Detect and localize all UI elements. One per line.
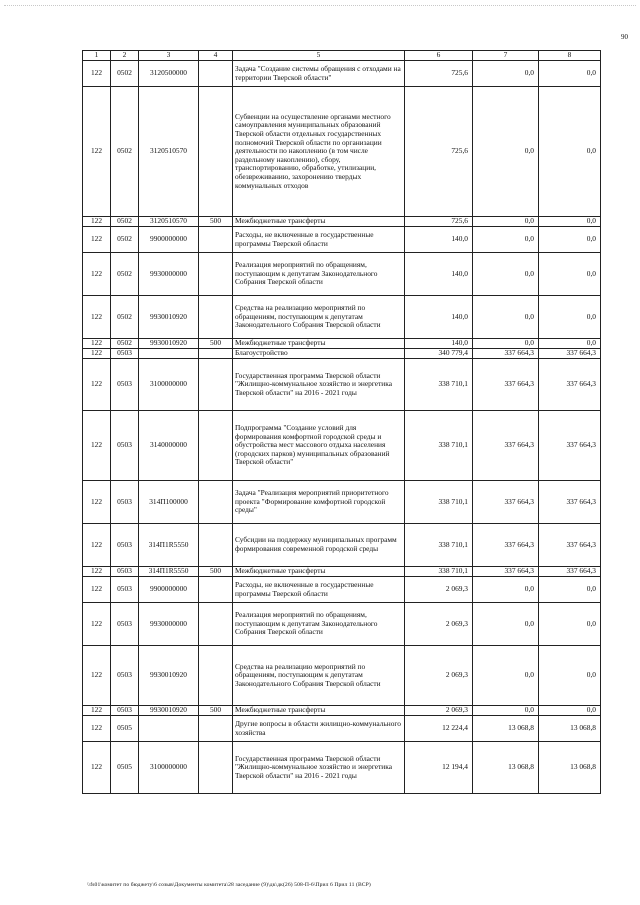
amount-col7: 337 664,3: [473, 349, 539, 359]
amount-col8: 337 664,3: [539, 524, 601, 567]
section-code: 0502: [111, 339, 139, 349]
amount-col6: 2 069,3: [405, 646, 473, 706]
amount-col7: 0,0: [473, 253, 539, 296]
target-article-code: 3120510570: [139, 87, 199, 217]
target-article-code: 3100000000: [139, 742, 199, 794]
section-code: 0503: [111, 706, 139, 716]
target-article-code: 3140000000: [139, 411, 199, 481]
amount-col8: 13 068,8: [539, 742, 601, 794]
column-header: 4: [199, 51, 233, 61]
amount-col6: 725,6: [405, 61, 473, 87]
table-row: [83, 481, 601, 524]
section-code: 0505: [111, 716, 139, 742]
section-code: 0502: [111, 296, 139, 339]
target-article-code: 9900000000: [139, 577, 199, 603]
target-article-code: 314П100000: [139, 481, 199, 524]
target-article-code: [139, 716, 199, 742]
amount-col8: 0,0: [539, 646, 601, 706]
amount-col6: 2 069,3: [405, 603, 473, 646]
department-code: 122: [83, 61, 111, 87]
item-description: Средства на реализацию мероприятий по обращениям, поступающим к депутатам Законодательного Собрания Тверской области: [233, 296, 405, 339]
scan-top-edge: [4, 5, 636, 6]
amount-col7: 337 664,3: [473, 567, 539, 577]
amount-col8: 0,0: [539, 603, 601, 646]
amount-col7: 13 068,8: [473, 716, 539, 742]
amount-col6: 140,0: [405, 339, 473, 349]
department-code: 122: [83, 349, 111, 359]
table-header-row: [83, 51, 601, 61]
department-code: 122: [83, 87, 111, 217]
expense-type-code: 500: [199, 339, 233, 349]
target-article-code: 3120500000: [139, 61, 199, 87]
target-article-code: [139, 349, 199, 359]
department-code: 122: [83, 646, 111, 706]
item-description: Государственная программа Тверской области "Жилищно-коммунальное хозяйство и энергетика Тверской области" на 2016 - 2021 годы: [233, 359, 405, 411]
table-row: [83, 87, 601, 217]
amount-col8: 337 664,3: [539, 349, 601, 359]
amount-col6: 2 069,3: [405, 577, 473, 603]
item-description: Межбюджетные трансферты: [233, 706, 405, 716]
target-article-code: 9930000000: [139, 253, 199, 296]
column-header: 2: [111, 51, 139, 61]
department-code: 122: [83, 716, 111, 742]
amount-col6: 140,0: [405, 253, 473, 296]
section-code: 0503: [111, 349, 139, 359]
table-row: [83, 349, 601, 359]
section-code: 0502: [111, 87, 139, 217]
target-article-code: 314П1R5550: [139, 567, 199, 577]
table-row: [83, 253, 601, 296]
column-header: 7: [473, 51, 539, 61]
amount-col7: 13 068,8: [473, 742, 539, 794]
table-row: [83, 577, 601, 603]
item-description: Задача "Реализация мероприятий приоритетного проекта "Формирование комфортной городской среды": [233, 481, 405, 524]
department-code: 122: [83, 524, 111, 567]
amount-col7: 0,0: [473, 217, 539, 227]
expense-type-code: [199, 411, 233, 481]
amount-col7: 0,0: [473, 706, 539, 716]
amount-col8: 13 068,8: [539, 716, 601, 742]
department-code: 122: [83, 706, 111, 716]
expense-type-code: [199, 603, 233, 646]
expense-type-code: [199, 716, 233, 742]
target-article-code: 314П1R5550: [139, 524, 199, 567]
table-row: [83, 524, 601, 567]
column-header: 1: [83, 51, 111, 61]
column-header: 6: [405, 51, 473, 61]
amount-col6: 338 710,1: [405, 411, 473, 481]
expense-type-code: [199, 87, 233, 217]
amount-col6: 12 224,4: [405, 716, 473, 742]
amount-col7: 0,0: [473, 577, 539, 603]
target-article-code: 3120510570: [139, 217, 199, 227]
amount-col7: 0,0: [473, 87, 539, 217]
item-description: Средства на реализацию мероприятий по обращениям, поступающим к депутатам Законодательного Собрания Тверской области: [233, 646, 405, 706]
expense-type-code: [199, 296, 233, 339]
amount-col6: 12 194,4: [405, 742, 473, 794]
item-description: Субсидии на поддержку муниципальных программ формирования современной городской среды: [233, 524, 405, 567]
amount-col6: 725,6: [405, 87, 473, 217]
amount-col7: 0,0: [473, 603, 539, 646]
target-article-code: 9930010920: [139, 296, 199, 339]
amount-col6: 340 779,4: [405, 349, 473, 359]
section-code: 0502: [111, 227, 139, 253]
amount-col6: 140,0: [405, 296, 473, 339]
expense-type-code: 500: [199, 706, 233, 716]
table-row: [83, 742, 601, 794]
table-row: [83, 716, 601, 742]
amount-col8: 337 664,3: [539, 567, 601, 577]
file-path-footer: \\fs01\комитет по бюджету\6 созыв\Документы комитета\28 заседание (9)\дк\дк(26) 508-П-6\Прил 6 Прил 11 (BCP): [87, 882, 371, 888]
item-description: Государственная программа Тверской области "Жилищно-коммунальное хозяйство и энергетика Тверской области" на 2016 - 2021 годы: [233, 742, 405, 794]
department-code: 122: [83, 339, 111, 349]
expense-type-code: [199, 349, 233, 359]
department-code: 122: [83, 253, 111, 296]
amount-col7: 0,0: [473, 61, 539, 87]
department-code: 122: [83, 227, 111, 253]
table-row: [83, 567, 601, 577]
expense-type-code: [199, 61, 233, 87]
item-description: Субвенции на осуществление органами местного самоуправления муниципальных образований Тверской области отдельных государственных полномочий Тверской области по организации деятельности по накоплению (в том числе раздельному накоплению), сбору, транспортированию, обработке, утилизации, обезвреживанию, захоронению твердых коммунальных отходов: [233, 87, 405, 217]
expense-type-code: [199, 253, 233, 296]
table-row: [83, 217, 601, 227]
table-row: [83, 359, 601, 411]
section-code: 0503: [111, 577, 139, 603]
amount-col8: 0,0: [539, 706, 601, 716]
column-header: 5: [233, 51, 405, 61]
expense-type-code: [199, 577, 233, 603]
amount-col6: 338 710,1: [405, 567, 473, 577]
amount-col7: 0,0: [473, 227, 539, 253]
department-code: 122: [83, 567, 111, 577]
item-description: Благоустройство: [233, 349, 405, 359]
table-row: [83, 296, 601, 339]
amount-col8: 337 664,3: [539, 481, 601, 524]
section-code: 0505: [111, 742, 139, 794]
amount-col8: 0,0: [539, 87, 601, 217]
budget-table: [82, 50, 601, 794]
department-code: 122: [83, 411, 111, 481]
item-description: Другие вопросы в области жилищно-коммунального хозяйства: [233, 716, 405, 742]
section-code: 0503: [111, 359, 139, 411]
amount-col6: 338 710,1: [405, 359, 473, 411]
amount-col6: 725,6: [405, 217, 473, 227]
amount-col6: 140,0: [405, 227, 473, 253]
section-code: 0503: [111, 603, 139, 646]
section-code: 0502: [111, 253, 139, 296]
amount-col8: 0,0: [539, 253, 601, 296]
department-code: 122: [83, 603, 111, 646]
item-description: Задача "Создание системы обращения с отходами на территории Тверской области": [233, 61, 405, 87]
item-description: Реализация мероприятий по обращениям, поступающим к депутатам Законодательного Собрания Тверской области: [233, 603, 405, 646]
amount-col7: 0,0: [473, 646, 539, 706]
expense-type-code: [199, 646, 233, 706]
amount-col7: 337 664,3: [473, 524, 539, 567]
target-article-code: 9900000000: [139, 227, 199, 253]
expense-type-code: 500: [199, 217, 233, 227]
amount-col8: 0,0: [539, 339, 601, 349]
table-row: [83, 227, 601, 253]
table-row: [83, 603, 601, 646]
target-article-code: 9930010920: [139, 339, 199, 349]
item-description: Межбюджетные трансферты: [233, 567, 405, 577]
expense-type-code: [199, 742, 233, 794]
table-row: [83, 339, 601, 349]
target-article-code: 9930010920: [139, 706, 199, 716]
amount-col6: 2 069,3: [405, 706, 473, 716]
item-description: Реализация мероприятий по обращениям, поступающим к депутатам Законодательного Собрания Тверской области: [233, 253, 405, 296]
amount-col6: 338 710,1: [405, 481, 473, 524]
department-code: 122: [83, 577, 111, 603]
expense-type-code: [199, 227, 233, 253]
expense-type-code: [199, 359, 233, 411]
table-row: [83, 411, 601, 481]
expense-type-code: [199, 481, 233, 524]
section-code: 0503: [111, 567, 139, 577]
item-description: Расходы, не включенные в государственные программы Тверской области: [233, 577, 405, 603]
item-description: Межбюджетные трансферты: [233, 339, 405, 349]
table-row: [83, 61, 601, 87]
department-code: 122: [83, 742, 111, 794]
department-code: 122: [83, 481, 111, 524]
target-article-code: 9930000000: [139, 603, 199, 646]
column-header: 3: [139, 51, 199, 61]
department-code: 122: [83, 359, 111, 411]
amount-col8: 0,0: [539, 227, 601, 253]
amount-col7: 337 664,3: [473, 481, 539, 524]
section-code: 0503: [111, 646, 139, 706]
amount-col7: 337 664,3: [473, 411, 539, 481]
amount-col8: 0,0: [539, 577, 601, 603]
expense-type-code: [199, 524, 233, 567]
amount-col8: 0,0: [539, 296, 601, 339]
item-description: Подпрограмма "Создание условий для формирования комфортной городской среды и обустройства мест массового отдыха населения (городских парков) муниципальных образований Тверской области": [233, 411, 405, 481]
expense-type-code: 500: [199, 567, 233, 577]
amount-col7: 0,0: [473, 296, 539, 339]
amount-col6: 338 710,1: [405, 524, 473, 567]
amount-col8: 337 664,3: [539, 411, 601, 481]
amount-col8: 0,0: [539, 61, 601, 87]
table-row: [83, 646, 601, 706]
department-code: 122: [83, 296, 111, 339]
amount-col7: 0,0: [473, 339, 539, 349]
table-body: [83, 61, 601, 794]
column-header: 8: [539, 51, 601, 61]
table-row: [83, 706, 601, 716]
department-code: 122: [83, 217, 111, 227]
item-description: Межбюджетные трансферты: [233, 217, 405, 227]
section-code: 0503: [111, 524, 139, 567]
amount-col8: 337 664,3: [539, 359, 601, 411]
section-code: 0503: [111, 411, 139, 481]
amount-col8: 0,0: [539, 217, 601, 227]
item-description: Расходы, не включенные в государственные программы Тверской области: [233, 227, 405, 253]
section-code: 0502: [111, 217, 139, 227]
target-article-code: 3100000000: [139, 359, 199, 411]
target-article-code: 9930010920: [139, 646, 199, 706]
section-code: 0503: [111, 481, 139, 524]
section-code: 0502: [111, 61, 139, 87]
page-number: 90: [621, 33, 628, 41]
amount-col7: 337 664,3: [473, 359, 539, 411]
